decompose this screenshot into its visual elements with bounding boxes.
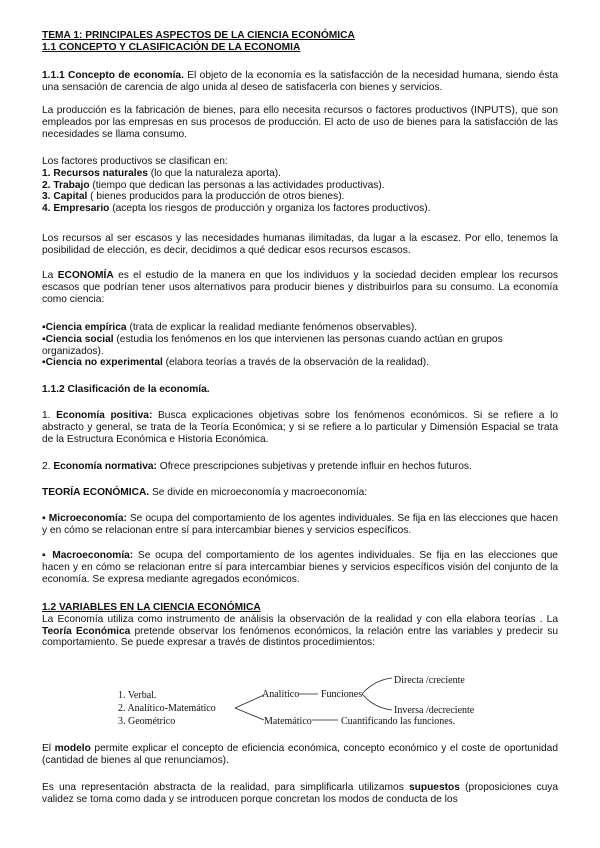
macroeconomia: ▪ Macroeconomía: Se ocupa del comportamiento de los agentes individuales. Se fija en las elecciones que hacen y en cómo se relacionan entre sí para intercambiar bienes y servicios específicos visión del conjunto de la economía. Se expresa mediante agregados económicos. — [42, 550, 558, 585]
ciencia-item: ▪Ciencia social (estudia los fenómenos en los que intervienen las personas cuando actúan en grupos organizados). — [42, 333, 503, 357]
ciencia-item: ▪Ciencia empírica (trata de explicar la realidad mediante fenómenos observables). — [42, 322, 418, 333]
produccion-text: La producción es la fabricación de bienes, para ello necesita recursos o factores productivos (INPUTS), que son empleados por las empresas en sus procesos de producción. El acto de uso de bienes para la satisfacción de las necesidades se llama consumo. — [42, 105, 558, 140]
factor-item: 3. Capital ( bienes producidos para la producción de otros bienes). — [42, 191, 345, 203]
modelo-paragraph: El modelo permite explicar el concepto de eficiencia económica, concepto económico y el coste de oportunidad (cantidad de bienes al que renunciamos). — [42, 743, 558, 766]
connector-line — [235, 695, 264, 708]
teoria-economica: TEORÍA ECONÓMICA. Se divide en microeconomía y macroeconomía: — [42, 487, 368, 498]
ciencia-list — [42, 322, 558, 369]
diagram-list-item: 2. Analítico-Matemático — [118, 703, 216, 714]
factor-item: 4. Empresario (acepta los riesgos de producción y organiza los factores productivos). — [42, 203, 431, 215]
factores-list — [42, 156, 558, 215]
diagram-analitico: Analítico — [262, 689, 300, 700]
diagram-directa: Directa /creciente — [394, 675, 465, 686]
factores-intro: Los factores productivos se clasifican en: — [42, 156, 228, 167]
escasez-paragraph — [42, 233, 558, 257]
clasificacion-heading: 1.1.2 Clasificación de la economía. — [42, 384, 210, 395]
title-block — [42, 30, 558, 54]
supuestos-paragraph: Es una representación abstracta de la realidad, para simplificarla utilizamos supuestos (proposiciones cuya validez se toma como dada y se introducen porque concretan los modos de conducta de los — [42, 782, 559, 805]
diagram-cuantificando: Cuantificando las funciones. — [341, 716, 456, 727]
diagram-inversa: Inversa /decreciente — [394, 705, 475, 716]
economia-positiva: 1. Economía positiva: Busca explicaciones objetivas sobre los fenómenos económicos. Si se refiere a lo abstracto y general, se trata de la Teoría Económica; y si se refiere a lo particular y Dimensión Espacial se trata de la Estructura Económica e Historia Económica. — [42, 410, 559, 445]
page-title: TEMA 1: PRINCIPALES ASPECTOS DE LA CIENCIA ECONÓMICA — [42, 30, 355, 41]
economia-normativa: 2. Economía normativa: Ofrece prescripciones subjetivas y pretende influir en hechos futuros. — [42, 461, 472, 472]
variables-section: 1.2 VARIABLES EN LA CIENCIA ECONÓMICA La Economía utiliza como instrumento de análisis la observación de la realidad y con ella elabora teorías . La Teoría Económica pretende observar los fenómenos económicos, la relación entre las variables y predecir su comportamiento. Se puede expresar a través de distintos procedimientos: — [42, 602, 559, 649]
economia-term: ECONOMÍA — [57, 270, 114, 281]
ciencia-item: ▪Ciencia no experimental (elabora teorías a través de la observación de la realidad). — [42, 357, 429, 369]
connector-line — [362, 694, 392, 710]
diagram-list-item: 3. Geométrico — [118, 716, 176, 727]
concepto-paragraph — [42, 70, 558, 94]
diagram-svg — [42, 672, 558, 732]
concepto-text: El objeto de la economía es la satisfacción de la necesidad humana, siendo ésta una sensación de carencia de algo unida al deseo de satisfacerla con bienes y servicios. — [42, 70, 558, 93]
factor-item: 1. Recursos naturales (lo que la naturaleza aporta). — [42, 167, 281, 179]
escasez-text: Los recursos al ser escasos y las necesidades humanas ilimitadas, da lugar a la escasez. Por ello, tenemos la posibilidad de elección, es decir, decidimos a qué dedicar esos recursos escasos. — [42, 233, 558, 256]
clasificacion-heading-block — [42, 384, 558, 396]
procedimientos-diagram — [42, 672, 558, 732]
concepto-heading: 1.1.1 Concepto de economía. — [42, 70, 184, 81]
diagram-list-item: 1. Verbal. — [118, 690, 157, 701]
section-title: 1.1 CONCEPTO Y CLASIFICACIÓN DE LA ECONOMIA — [42, 41, 301, 53]
microeconomia: ▪ Microeconomía: Se ocupa del comportamiento de los agentes individuales. Se fija en las elecciones que hacen y en cómo se relacionan entre sí para intercambiar bienes y servicios específicos. — [42, 513, 558, 536]
factor-item: 2. Trabajo (tiempo que dedican las personas a las actividades productivas). — [42, 179, 385, 191]
diagram-funciones: Funciones — [321, 689, 363, 700]
variables-heading: 1.2 VARIABLES EN LA CIENCIA ECONÓMICA — [42, 602, 261, 613]
diagram-matematico: Matemático — [264, 716, 312, 727]
economia-definition: La ECONOMÍA es el estudio de la manera en que los individuos y la sociedad deciden emplear los recursos escasos que podrían tener usos alternativos para producir bienes y distribuirlos para su consumo. La economía como ciencia: — [42, 270, 558, 305]
connector-line — [235, 708, 264, 720]
produccion-paragraph — [42, 105, 558, 140]
connector-line — [362, 678, 392, 694]
